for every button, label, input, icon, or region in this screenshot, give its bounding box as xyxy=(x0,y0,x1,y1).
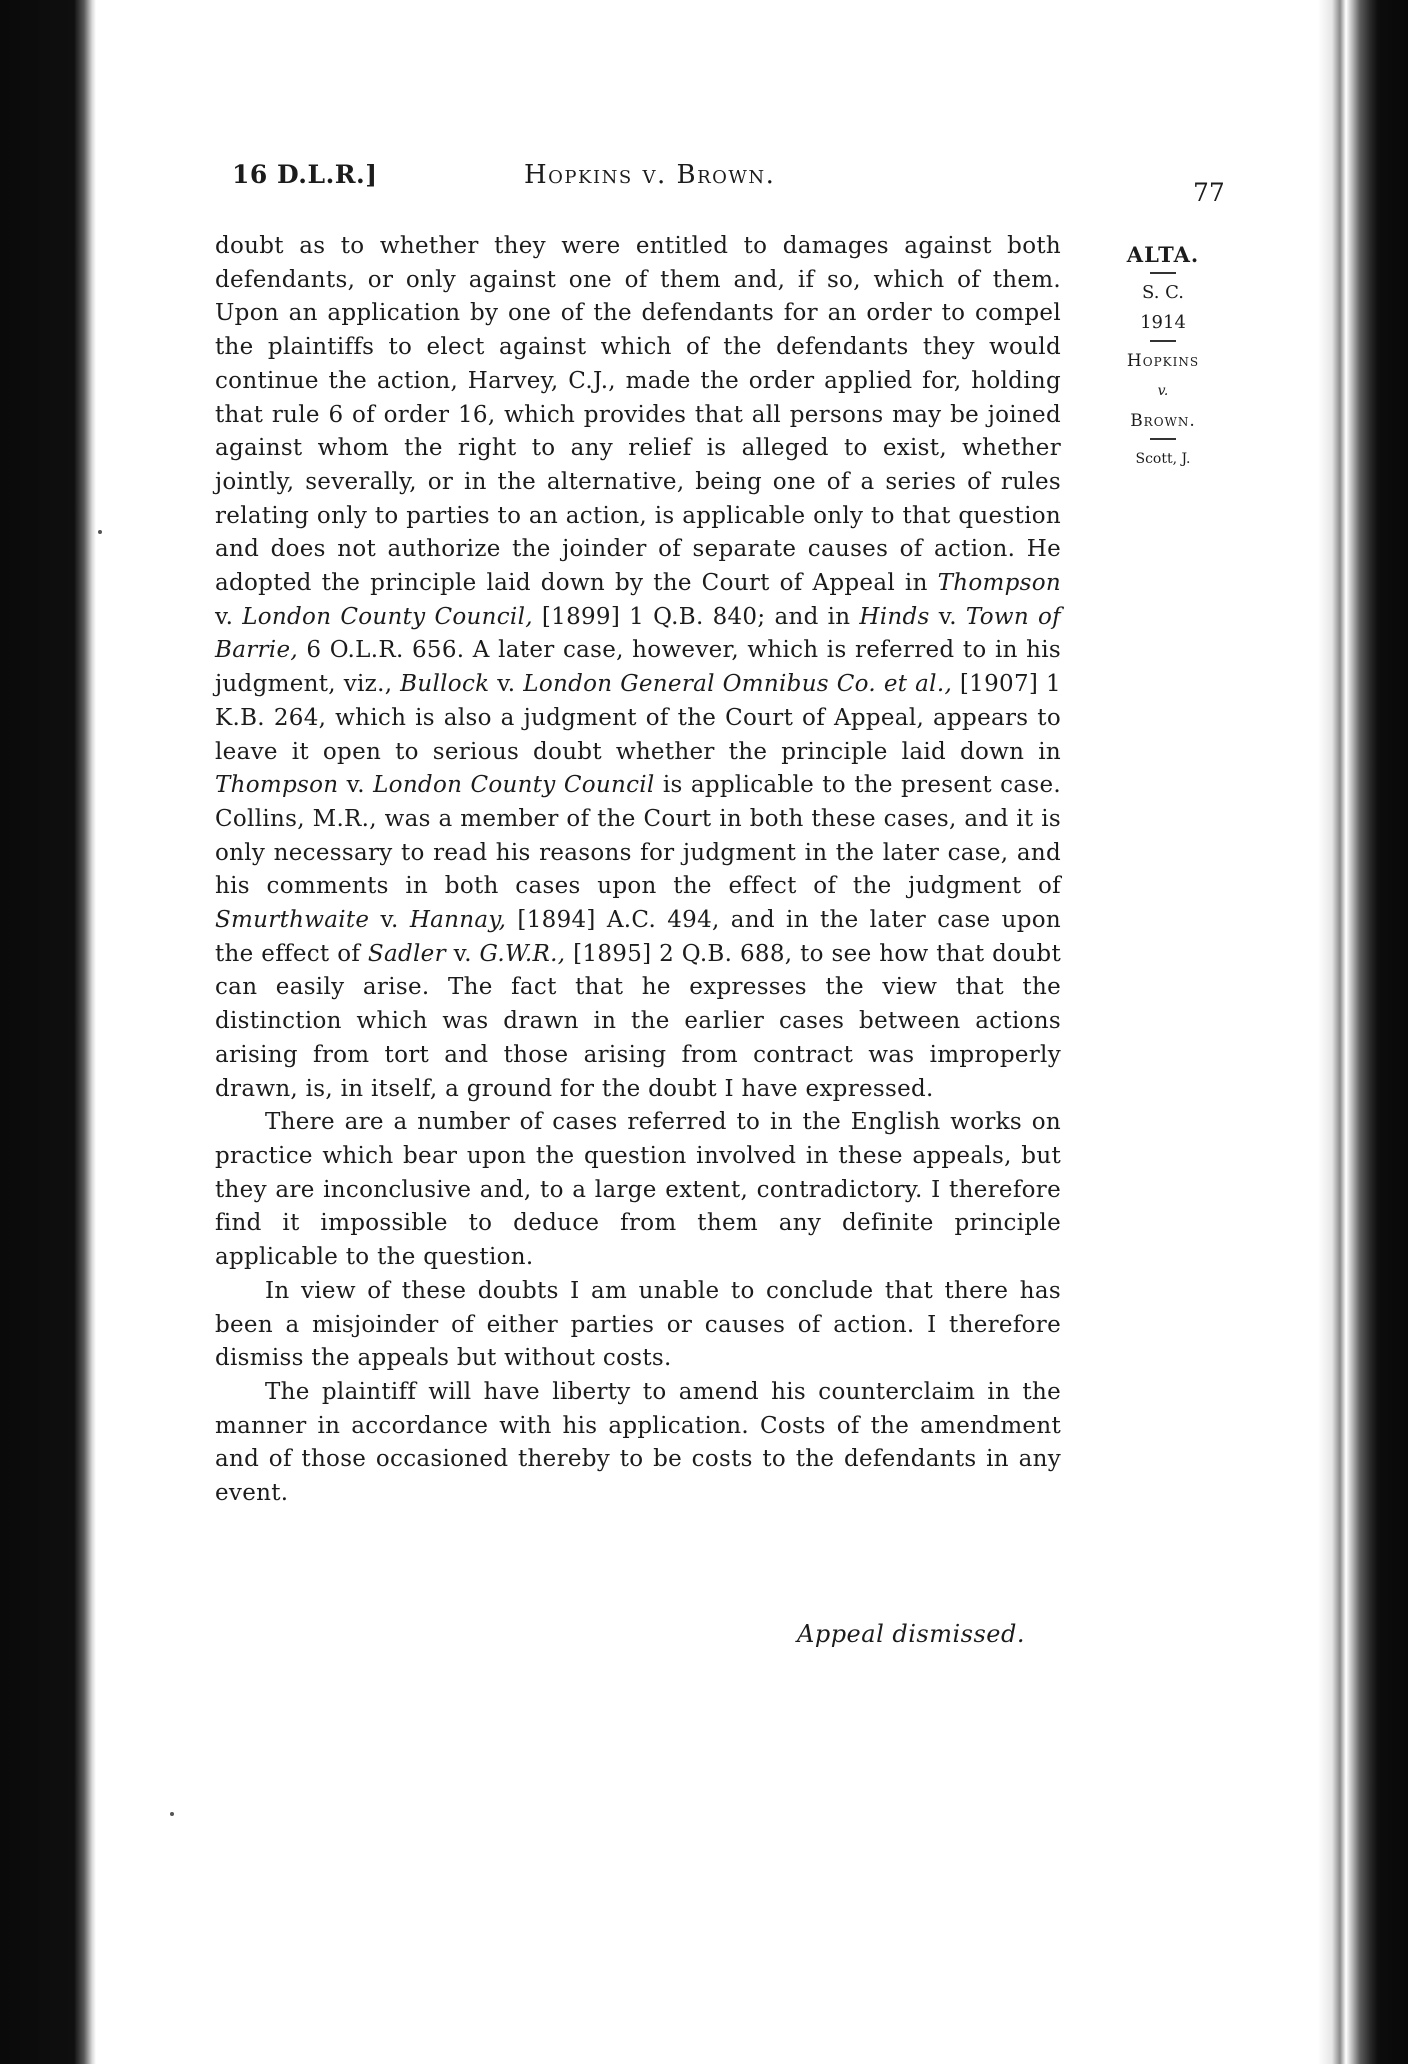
case-name: Smurthwaite xyxy=(215,907,370,934)
judgment-text xyxy=(215,230,1061,1511)
case-name: Hinds xyxy=(859,603,930,630)
case-name: Thompson xyxy=(937,570,1061,597)
margin-year: 1914 xyxy=(1140,312,1186,333)
case-name: London General Omnibus Co. et al., xyxy=(523,671,953,698)
scan-speck xyxy=(98,530,102,534)
paragraph-1: doubt as to whether they were entitled to damages against both defendants, or only against one of them and, if so, which of them. Upon an application by one of the defendants for an order to compel the plaintiffs to elect against which of the defendants they would continue the action, Harvey, C.J., made the order applied for, holding that rule 6 of order 16, which provides that all persons may be joined against whom the right to any relief is alleged to exist, whether jointly, severally, or in the alternative, being one of a series of rules relating only to parties to an action, is applicable only to that question and does not authorize the joinder of separate causes of action. He adopted the principle laid down by the Court of Appeal in Thompson v. London County Council, [1899] 1 Q.B. 840; and in Hinds v. Town of Barrie, 6 O.L.R. 656. A later case, however, which is referred to in his judgment, viz., Bullock v. London General Omnibus Co. et al., [1907] 1 K.B. 264, which is also a judgment of the Court of Appeal, appears to leave it open to serious doubt whether the principle laid down in Thompson v. London County Council is applicable to the present case. Collins, M.R., was a member of the Court in both these cases, and it is only necessary to read his reasons for judgment in the later case, and his comments in both cases upon the effect of the judgment of Smurthwaite v. Hannay, [1894] A.C. 494, and in the later case upon the effect of Sadler v. G.W.R., [1895] 2 Q.B. 688, to see how that doubt can easily arise. The fact that he expresses the view that the distinction which was drawn in the earlier cases between actions arising from tort and those arising from contract was improperly drawn, is, in itself, a ground for the doubt I have expressed. xyxy=(215,233,1061,1102)
margin-note xyxy=(1108,240,1218,474)
paragraph-2: There are a number of cases referred to in the English works on practice which bear upon the question involved in these appeals, but they are inconclusive and, to a large extent, contradictory. I therefore find it impossible to deduce from them any definite principle applicable to the question. xyxy=(215,1109,1061,1271)
case-name: London County Council xyxy=(373,772,655,799)
case-name: Sadler xyxy=(367,940,446,967)
case-name: Bullock xyxy=(400,671,490,698)
volume-reference: 16 D.L.R.] xyxy=(232,160,378,189)
paragraph-3: In view of these doubts I am unable to conclude that there has been a misjoinder of either parties or causes of action. I therefore dismiss the appeals but without costs. xyxy=(215,1277,1061,1372)
margin-case-second: Brown. xyxy=(1130,411,1196,431)
case-title: Hopkins v. Brown. xyxy=(524,160,776,190)
book-gutter-left xyxy=(0,0,96,2064)
page-number: 77 xyxy=(1193,178,1225,207)
case-name: Thompson xyxy=(215,772,339,799)
case-name: G.W.R., xyxy=(479,940,566,967)
margin-case-v: v. xyxy=(1157,383,1169,399)
margin-rule xyxy=(1150,340,1176,342)
margin-rule xyxy=(1150,272,1176,274)
margin-judge: Scott, J. xyxy=(1135,451,1191,467)
running-header xyxy=(232,160,1232,207)
page-stack-right xyxy=(1318,0,1408,2064)
disposition: Appeal dismissed. xyxy=(797,1620,1025,1648)
case-name: Town of Barrie, xyxy=(215,603,1061,664)
case-name: Hannay, xyxy=(409,907,507,934)
scan-speck xyxy=(170,1812,174,1816)
margin-rule xyxy=(1150,438,1176,440)
paragraph-4: The plaintiff will have liberty to amend his counterclaim in the manner in accordance with his application. Costs of the amendment and of those occasioned thereby to be costs to the defendants in any event. xyxy=(215,1378,1061,1507)
margin-court: S. C. xyxy=(1142,282,1184,303)
margin-province: ALTA. xyxy=(1126,242,1200,267)
margin-case-first: Hopkins xyxy=(1126,351,1200,371)
case-name: London County Council, xyxy=(242,603,533,630)
